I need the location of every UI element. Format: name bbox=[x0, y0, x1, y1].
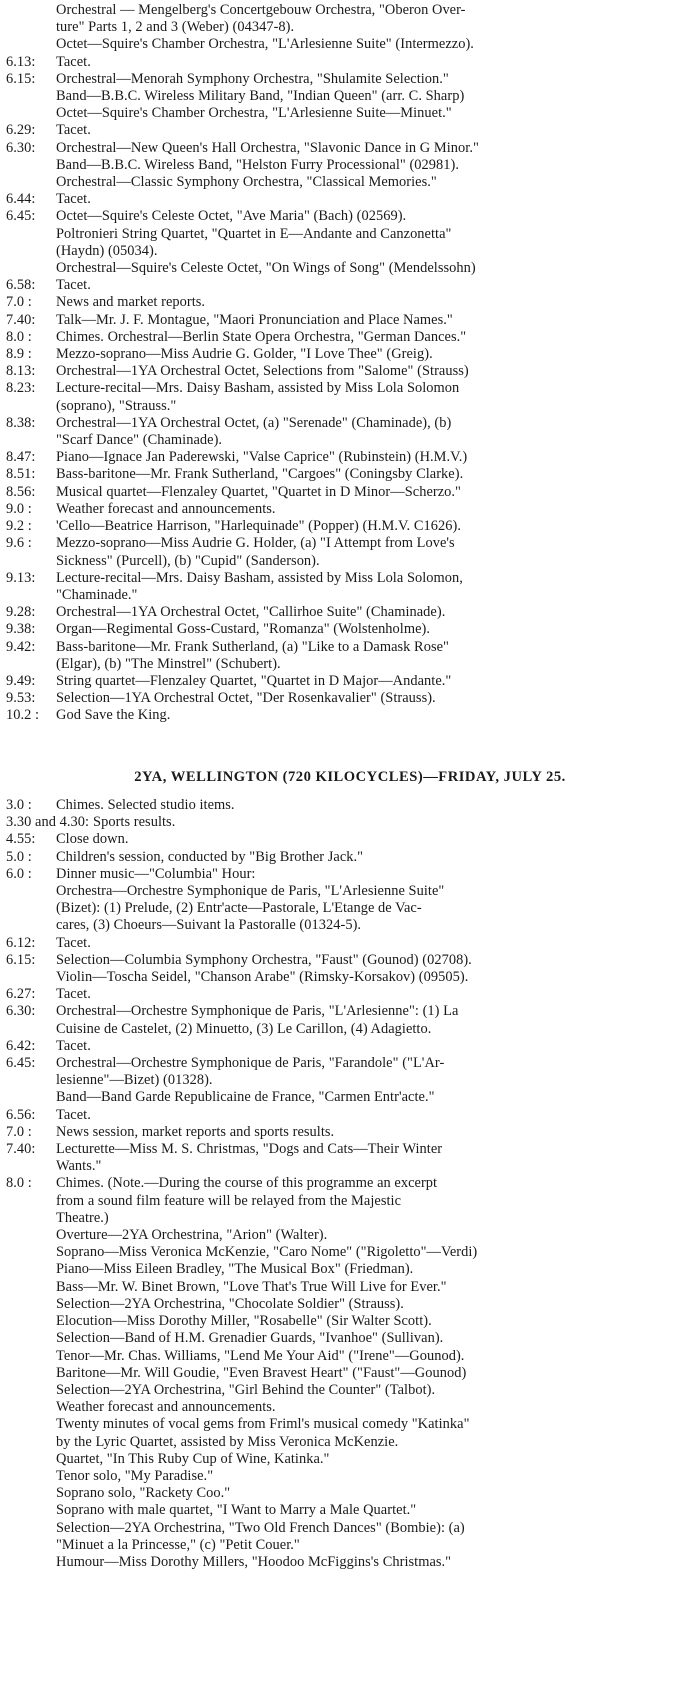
entry-line: Twenty minutes of vocal gems from Friml's musical comedy "Katinka" bbox=[56, 1416, 470, 1433]
programme-entry bbox=[0, 1124, 700, 1141]
programme-entry bbox=[0, 604, 700, 621]
entry-time: 6.15: bbox=[6, 70, 36, 87]
entry-line: Mezzo-soprano—Miss Audrie G. Holder, (a) "I Attempt from Love's bbox=[56, 535, 455, 552]
programme-entry bbox=[0, 1038, 700, 1055]
entry-text bbox=[56, 518, 700, 535]
programme-entry bbox=[0, 535, 700, 569]
entry-text bbox=[56, 831, 700, 848]
programme-entry bbox=[0, 2, 700, 54]
entry-line: (Haydn) (05034). bbox=[56, 242, 158, 259]
entry-text bbox=[56, 1055, 700, 1107]
entry-line: Cuisine de Castelet, (2) Minuetto, (3) Le Carillon, (4) Adagietto. bbox=[56, 1020, 432, 1037]
entry-line: Chimes. Orchestral—Berlin State Opera Orchestra, "German Dances." bbox=[56, 328, 467, 345]
entry-line: Tenor—Mr. Chas. Williams, "Lend Me Your Aid" ("Irene"—Gounod). bbox=[56, 1347, 465, 1364]
entry-time: 8.23: bbox=[6, 380, 36, 397]
entry-text bbox=[56, 191, 700, 208]
entry-time: 6.15: bbox=[6, 951, 36, 968]
entry-line: ture" Parts 1, 2 and 3 (Weber) (04347-8). bbox=[56, 19, 295, 36]
programme-entry bbox=[0, 1175, 700, 1571]
entry-time: 8.47: bbox=[6, 449, 36, 466]
entry-text bbox=[56, 690, 700, 707]
programme-entry bbox=[0, 54, 700, 71]
entry-line: Tacet. bbox=[56, 53, 91, 70]
entry-text bbox=[56, 1175, 700, 1571]
programme-entry bbox=[0, 363, 700, 380]
entry-text bbox=[56, 363, 700, 380]
entry-line: Soprano with male quartet, "I Want to Marry a Male Quartet." bbox=[56, 1502, 417, 1519]
entry-line: God Save the King. bbox=[56, 707, 171, 724]
programme-entry bbox=[0, 122, 700, 139]
programme-entry bbox=[0, 849, 700, 866]
entry-line: Octet—Squire's Chamber Orchestra, "L'Arlesienne Suite" (Intermezzo). bbox=[56, 36, 474, 53]
programme-entry bbox=[0, 639, 700, 673]
entry-line: Octet—Squire's Chamber Orchestra, "L'Arlesienne Suite—Minuet." bbox=[56, 105, 452, 122]
entry-line: 'Cello—Beatrice Harrison, "Harlequinade" (Popper) (H.M.V. C1626). bbox=[56, 518, 461, 535]
entry-text bbox=[56, 122, 700, 139]
entry-time: 8.51: bbox=[6, 466, 36, 483]
programme-entry bbox=[0, 797, 700, 814]
entry-text bbox=[56, 535, 700, 569]
entry-line: Weather forecast and announcements. bbox=[56, 500, 276, 517]
entry-time: 7.40: bbox=[6, 311, 36, 328]
entry-time: 6.45: bbox=[6, 1055, 36, 1072]
entry-text bbox=[56, 466, 700, 483]
entry-text bbox=[56, 604, 700, 621]
station-heading: 2YA, WELLINGTON (720 KILOCYCLES)—FRIDAY, JULY 25. bbox=[134, 769, 566, 785]
entry-time: 6.0 : bbox=[6, 865, 32, 882]
entry-line: Tacet. bbox=[56, 191, 91, 208]
entry-time: 8.0 : bbox=[6, 328, 32, 345]
programme-entry bbox=[0, 831, 700, 848]
entry-line: Quartet, "In This Ruby Cup of Wine, Katinka." bbox=[56, 1450, 330, 1467]
entry-line: Orchestral—Squire's Celeste Octet, "On Wings of Song" (Mendelssohn) bbox=[56, 260, 476, 277]
entry-line: Orchestral—Menorah Symphony Orchestra, "Shulamite Selection." bbox=[56, 70, 449, 87]
programme-entry bbox=[0, 673, 700, 690]
entry-text bbox=[56, 621, 700, 638]
entry-time: 9.38: bbox=[6, 621, 36, 638]
entry-line: Humour—Miss Dorothy Millers, "Hoodoo McFiggins's Christmas." bbox=[56, 1553, 452, 1570]
entry-time: 6.27: bbox=[6, 986, 36, 1003]
entry-line: Bass—Mr. W. Binet Brown, "Love That's True Will Live for Ever." bbox=[56, 1278, 447, 1295]
entry-line: cares, (3) Choeurs—Suivant la Pastoralle (01324-5). bbox=[56, 917, 362, 934]
entry-line: Theatre.) bbox=[56, 1209, 109, 1226]
programme-entry bbox=[0, 277, 700, 294]
entry-text bbox=[56, 484, 700, 501]
entry-time: 10.2 : bbox=[6, 707, 40, 724]
programme-entry bbox=[0, 1055, 700, 1107]
entry-line: Tacet. bbox=[56, 277, 91, 294]
entry-text bbox=[56, 1124, 700, 1141]
entry-line: Organ—Regimental Goss-Custard, "Romanza" (Wolstenholme). bbox=[56, 621, 431, 638]
entry-line: News and market reports. bbox=[56, 294, 206, 311]
entry-line: "Scarf Dance" (Chaminade). bbox=[56, 432, 223, 449]
entry-time: 9.6 : bbox=[6, 535, 32, 552]
entry-text bbox=[56, 2, 700, 54]
entry-line: Weather forecast and announcements. bbox=[56, 1399, 276, 1416]
entry-line: Tacet. bbox=[56, 1106, 91, 1123]
entry-time: 8.56: bbox=[6, 483, 36, 500]
entry-line: Orchestral — Mengelberg's Concertgebouw Orchestra, "Oberon Over- bbox=[56, 2, 466, 18]
entry-line: Children's session, conducted by "Big Brother Jack." bbox=[56, 848, 364, 865]
entry-line: Orchestral—New Queen's Hall Orchestra, "Slavonic Dance in G Minor." bbox=[56, 139, 479, 156]
entry-line: Band—B.B.C. Wireless Military Band, "Indian Queen" (arr. C. Sharp) bbox=[56, 88, 465, 105]
programme-entry bbox=[0, 466, 700, 483]
programme-entry bbox=[0, 449, 700, 466]
programme-entry bbox=[0, 814, 700, 831]
entry-line: Tacet. bbox=[56, 122, 91, 139]
entry-line: Orchestral—1YA Orchestral Octet, (a) "Serenade" (Chaminade), (b) bbox=[56, 414, 452, 431]
programme-entry bbox=[0, 1141, 700, 1175]
entry-time: 9.2 : bbox=[6, 518, 32, 535]
entry-time: 6.13: bbox=[6, 53, 36, 70]
entry-line: Lecture-recital—Mrs. Daisy Basham, assisted by Miss Lola Solomon bbox=[56, 380, 460, 397]
entry-time: 8.9 : bbox=[6, 346, 32, 363]
programme-entry bbox=[0, 484, 700, 501]
entry-line: Violin—Toscha Seidel, "Chanson Arabe" (Rimsky-Korsakov) (09505). bbox=[56, 969, 469, 986]
entry-line: String quartet—Flenzaley Quartet, "Quartet in D Major—Andante." bbox=[56, 672, 452, 689]
entry-line: Poltronieri String Quartet, "Quartet in E—Andante and Canzonetta" bbox=[56, 225, 452, 242]
programme-entry bbox=[0, 866, 700, 935]
entry-time: 9.53: bbox=[6, 690, 36, 707]
entry-line: Mezzo-soprano—Miss Audrie G. Golder, "I Love Thee" (Greig). bbox=[56, 346, 433, 363]
entry-time: 6.56: bbox=[6, 1106, 36, 1123]
programme-entry bbox=[0, 986, 700, 1003]
programme-entry bbox=[0, 415, 700, 449]
entry-text bbox=[56, 449, 700, 466]
programme-entry bbox=[0, 1003, 700, 1037]
entry-text bbox=[56, 1038, 700, 1055]
entry-line: Selection—Band of H.M. Grenadier Guards, "Ivanhoe" (Sullivan). bbox=[56, 1330, 444, 1347]
programme-entry bbox=[0, 570, 700, 604]
entry-time: 6.45: bbox=[6, 208, 36, 225]
entry-line: (soprano), "Strauss." bbox=[56, 397, 177, 414]
entry-line: Orchestra—Orchestre Symphonique de Paris, "L'Arlesienne Suite" bbox=[56, 883, 445, 900]
entry-line: "Minuet a la Princesse," (c) "Petit Couer." bbox=[56, 1536, 300, 1553]
entry-time: 6.30: bbox=[6, 139, 36, 156]
entry-text bbox=[93, 814, 700, 831]
entry-line: Dinner music—"Columbia" Hour: bbox=[56, 865, 256, 882]
entry-time: 8.38: bbox=[6, 414, 36, 431]
programme-entry bbox=[0, 501, 700, 518]
entry-line: Overture—2YA Orchestrina, "Arion" (Walter). bbox=[56, 1227, 328, 1244]
entry-line: Piano—Ignace Jan Paderewski, "Valse Caprice" (Rubinstein) (H.M.V.) bbox=[56, 449, 468, 466]
entry-line: (Elgar), (b) "The Minstrel" (Schubert). bbox=[56, 655, 281, 672]
entry-line: Tacet. bbox=[56, 1037, 91, 1054]
entry-time: 4.55: bbox=[6, 831, 36, 848]
entry-text bbox=[56, 797, 700, 814]
entry-text bbox=[56, 277, 700, 294]
entry-line: Bass-baritone—Mr. Frank Sutherland, "Cargoes" (Coningsby Clarke). bbox=[56, 466, 464, 483]
entry-line: Selection—2YA Orchestrina, "Girl Behind the Counter" (Talbot). bbox=[56, 1381, 436, 1398]
entry-line: Wants." bbox=[56, 1158, 102, 1175]
entry-line: Close down. bbox=[56, 831, 129, 848]
entry-line: Tacet. bbox=[56, 986, 91, 1003]
entry-line: Bass-baritone—Mr. Frank Sutherland, (a) "Like to a Damask Rose" bbox=[56, 638, 449, 655]
programme-entry bbox=[0, 621, 700, 638]
entry-time: 8.13: bbox=[6, 363, 36, 380]
entry-line: Piano—Miss Eileen Bradley, "The Musical Box" (Friedman). bbox=[56, 1261, 414, 1278]
entry-time: 6.12: bbox=[6, 934, 36, 951]
entry-line: by the Lyric Quartet, assisted by Miss Veronica McKenzie. bbox=[56, 1433, 399, 1450]
programme-entry bbox=[0, 935, 700, 952]
entry-line: (Bizet): (1) Prelude, (2) Entr'acte—Pastorale, L'Etange de Vac- bbox=[56, 900, 422, 917]
entry-line: Orchestral—Orchestre Symphonique de Paris, "L'Arlesienne": (1) La bbox=[56, 1003, 459, 1020]
entry-time: 6.44: bbox=[6, 191, 36, 208]
entry-line: Band—Band Garde Republicaine de France, "Carmen Entr'acte." bbox=[56, 1089, 435, 1106]
programme-section-1yа bbox=[0, 2, 700, 725]
programme-entry bbox=[0, 140, 700, 192]
entry-line: Chimes. (Note.—During the course of this programme an excerpt bbox=[56, 1175, 438, 1192]
entry-time: 9.42: bbox=[6, 638, 36, 655]
entry-time: 3.0 : bbox=[6, 797, 32, 813]
entry-line: Octet—Squire's Celeste Octet, "Ave Maria" (Bach) (02569). bbox=[56, 208, 407, 225]
entry-line: Tacet. bbox=[56, 934, 91, 951]
entry-text bbox=[56, 346, 700, 363]
entry-line: Sports results. bbox=[93, 814, 176, 831]
entry-time: 9.49: bbox=[6, 672, 36, 689]
entry-line: Orchestral—Classic Symphony Orchestra, "Classical Memories." bbox=[56, 174, 437, 191]
entry-text bbox=[56, 71, 700, 123]
entry-text bbox=[56, 501, 700, 518]
entry-text bbox=[56, 849, 700, 866]
entry-line: lesienne"—Bizet) (01328). bbox=[56, 1072, 213, 1089]
programme-entry bbox=[0, 71, 700, 123]
entry-text bbox=[56, 986, 700, 1003]
entry-text bbox=[56, 952, 700, 986]
entry-line: Talk—Mr. J. F. Montague, "Maori Pronunciation and Place Names." bbox=[56, 311, 453, 328]
entry-line: Selection—2YA Orchestrina, "Chocolate Soldier" (Strauss). bbox=[56, 1295, 404, 1312]
entry-time: 9.0 : bbox=[6, 500, 32, 517]
entry-line: Elocution—Miss Dorothy Miller, "Rosabelle" (Sir Walter Scott). bbox=[56, 1313, 432, 1330]
entry-line: Orchestral—1YA Orchestral Octet, Selections from "Salome" (Strauss) bbox=[56, 363, 469, 380]
entry-text bbox=[56, 329, 700, 346]
entry-time: 5.0 : bbox=[6, 848, 32, 865]
entry-time: 7.0 : bbox=[6, 1123, 32, 1140]
entry-text bbox=[56, 54, 700, 71]
entry-time: 9.28: bbox=[6, 604, 36, 621]
entry-line: Soprano solo, "Rackety Coo." bbox=[56, 1485, 231, 1502]
programme-entry bbox=[0, 346, 700, 363]
programme-entry bbox=[0, 312, 700, 329]
entry-line: Lecturette—Miss M. S. Christmas, "Dogs and Cats—Their Winter bbox=[56, 1141, 443, 1158]
entry-text bbox=[56, 673, 700, 690]
entry-text bbox=[56, 415, 700, 449]
entry-text bbox=[56, 707, 700, 724]
entry-line: Musical quartet—Flenzaley Quartet, "Quartet in D Minor—Scherzo." bbox=[56, 483, 461, 500]
entry-line: Baritone—Mr. Will Goudie, "Even Bravest Heart" ("Faust"—Gounod) bbox=[56, 1364, 467, 1381]
programme-entry bbox=[0, 707, 700, 724]
entry-time: 7.40: bbox=[6, 1141, 36, 1158]
programme-entry bbox=[0, 294, 700, 311]
entry-text bbox=[56, 1003, 700, 1037]
entry-time: 6.58: bbox=[6, 277, 36, 294]
entry-line: from a sound film feature will be relayed from the Majestic bbox=[56, 1192, 402, 1209]
entry-text bbox=[56, 639, 700, 673]
programme-entry bbox=[0, 952, 700, 986]
entry-text bbox=[56, 208, 700, 277]
entry-line: Sickness" (Purcell), (b) "Cupid" (Sanderson). bbox=[56, 552, 320, 569]
entry-text bbox=[56, 140, 700, 192]
entry-line: Soprano—Miss Veronica McKenzie, "Caro Nome" ("Rigoletto"—Verdi) bbox=[56, 1244, 478, 1261]
entry-line: Tenor solo, "My Paradise." bbox=[56, 1467, 214, 1484]
entry-text bbox=[56, 312, 700, 329]
entry-time: 8.0 : bbox=[6, 1175, 32, 1192]
entry-line: Lecture-recital—Mrs. Daisy Basham, assisted by Miss Lola Solomon, bbox=[56, 569, 463, 586]
programme-entry bbox=[0, 518, 700, 535]
entry-text bbox=[56, 570, 700, 604]
programme-entry bbox=[0, 329, 700, 346]
programme-section-2ya bbox=[0, 797, 700, 1571]
entry-text bbox=[56, 1141, 700, 1175]
entry-time: 6.30: bbox=[6, 1003, 36, 1020]
entry-line: Chimes. Selected studio items. bbox=[56, 797, 235, 813]
entry-time: 6.29: bbox=[6, 122, 36, 139]
entry-line: Selection—Columbia Symphony Orchestra, "Faust" (Gounod) (02708). bbox=[56, 951, 472, 968]
entry-text bbox=[56, 1107, 700, 1124]
programme-entry bbox=[0, 1107, 700, 1124]
entry-time: 7.0 : bbox=[6, 294, 32, 311]
entry-time: 3.30 and 4.30: bbox=[6, 814, 90, 831]
entry-time: 9.13: bbox=[6, 569, 36, 586]
entry-text bbox=[56, 380, 700, 414]
entry-text bbox=[56, 866, 700, 935]
programme-entry bbox=[0, 191, 700, 208]
entry-line: "Chaminade." bbox=[56, 586, 138, 603]
entry-line: Selection—2YA Orchestrina, "Two Old French Dances" (Bombie): (a) bbox=[56, 1519, 465, 1536]
programme-entry bbox=[0, 380, 700, 414]
entry-text bbox=[56, 935, 700, 952]
entry-time: 6.42: bbox=[6, 1037, 36, 1054]
programme-entry bbox=[0, 208, 700, 277]
entry-text bbox=[56, 294, 700, 311]
entry-line: Band—B.B.C. Wireless Band, "Helston Furry Processional" (02981). bbox=[56, 156, 460, 173]
entry-line: Selection—1YA Orchestral Octet, "Der Rosenkavalier" (Strauss). bbox=[56, 690, 436, 707]
entry-line: Orchestral—Orchestre Symphonique de Paris, "Farandole" ("L'Ar- bbox=[56, 1055, 445, 1072]
programme-entry bbox=[0, 690, 700, 707]
entry-line: News session, market reports and sports results. bbox=[56, 1123, 335, 1140]
entry-line: Orchestral—1YA Orchestral Octet, "Callirhoe Suite" (Chaminade). bbox=[56, 604, 446, 621]
